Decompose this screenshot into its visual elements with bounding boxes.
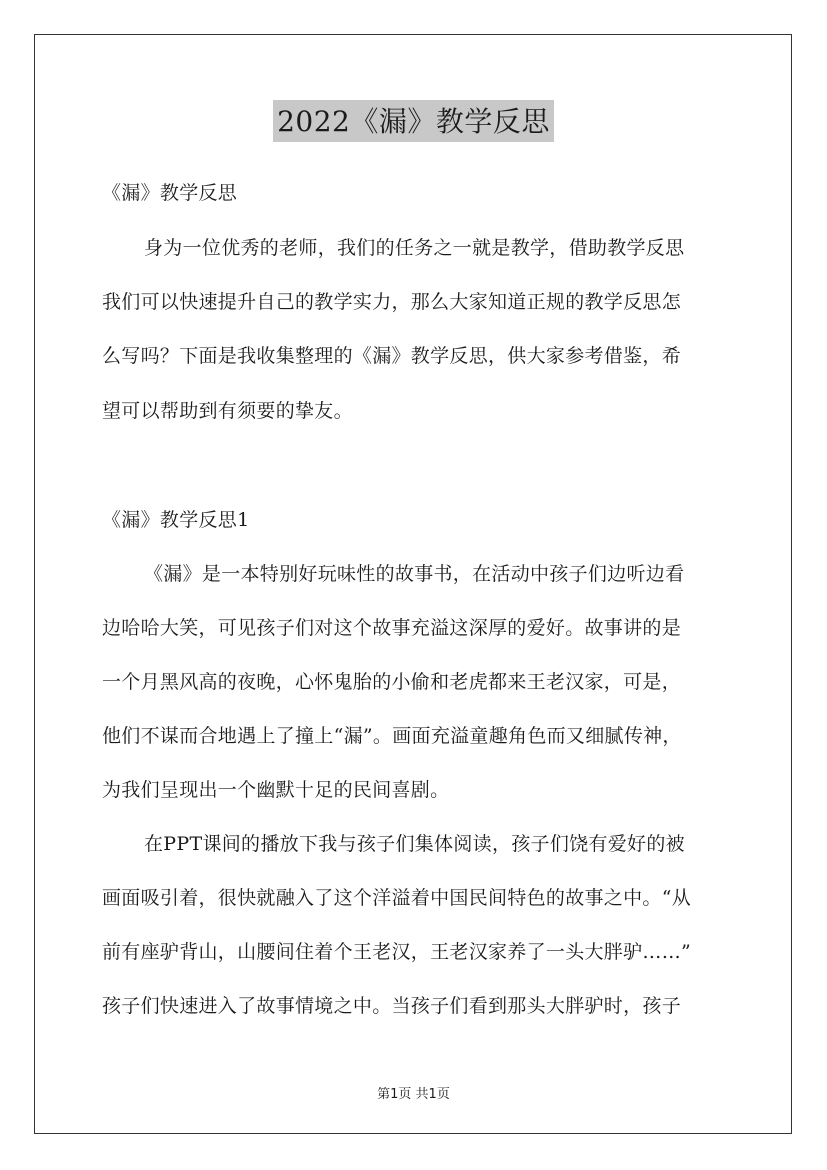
paragraph-line: 边哈哈大笑，可见孩子们对这个故事充溢这深厚的爱好。故事讲的是	[102, 617, 682, 639]
paragraph-line: 在PPT课间的播放下我与孩子们集体阅读，孩子们饶有爱好的被	[144, 833, 685, 855]
paragraph-line: 《漏》是一本特别好玩味性的故事书，在活动中孩子们边听边看	[144, 563, 685, 585]
paragraph-line: 一个月黑风高的夜晚，心怀鬼胎的小偷和老虎都来王老汉家，可是，	[102, 671, 682, 693]
section-heading: 《漏》教学反思	[102, 182, 238, 204]
paragraph-line: 么写吗？下面是我收集整理的《漏》教学反思，供大家参考借鉴，希	[102, 345, 682, 367]
paragraph-line: 孩子们快速进入了故事情境之中。当孩子们看到那头大胖驴时，孩子	[102, 995, 682, 1017]
paragraph-line: 我们可以快速提升自己的教学实力，那么大家知道正规的教学反思怎	[102, 291, 682, 313]
paragraph-line: 前有座驴背山，山腰间住着个王老汉，王老汉家养了一头大胖驴……”	[102, 941, 692, 963]
paragraph-line: 画面吸引着，很快就融入了这个洋溢着中国民间特色的故事之中。“从	[102, 887, 692, 909]
title-container	[0, 100, 827, 142]
section-heading: 《漏》教学反思1	[102, 509, 250, 531]
paragraph-line: 身为一位优秀的老师，我们的任务之一就是教学，借助教学反思	[144, 237, 685, 259]
document-title: 2022《漏》教学反思	[273, 100, 554, 142]
paragraph-line: 他们不谋而合地遇上了撞上“漏”。画面充溢童趣角色而又细腻传神，	[102, 725, 682, 747]
page-footer: 第1页 共1页	[377, 1087, 450, 1102]
paragraph-line: 为我们呈现出一个幽默十足的民间喜剧。	[102, 779, 450, 801]
paragraph-line: 望可以帮助到有须要的挚友。	[102, 400, 353, 422]
